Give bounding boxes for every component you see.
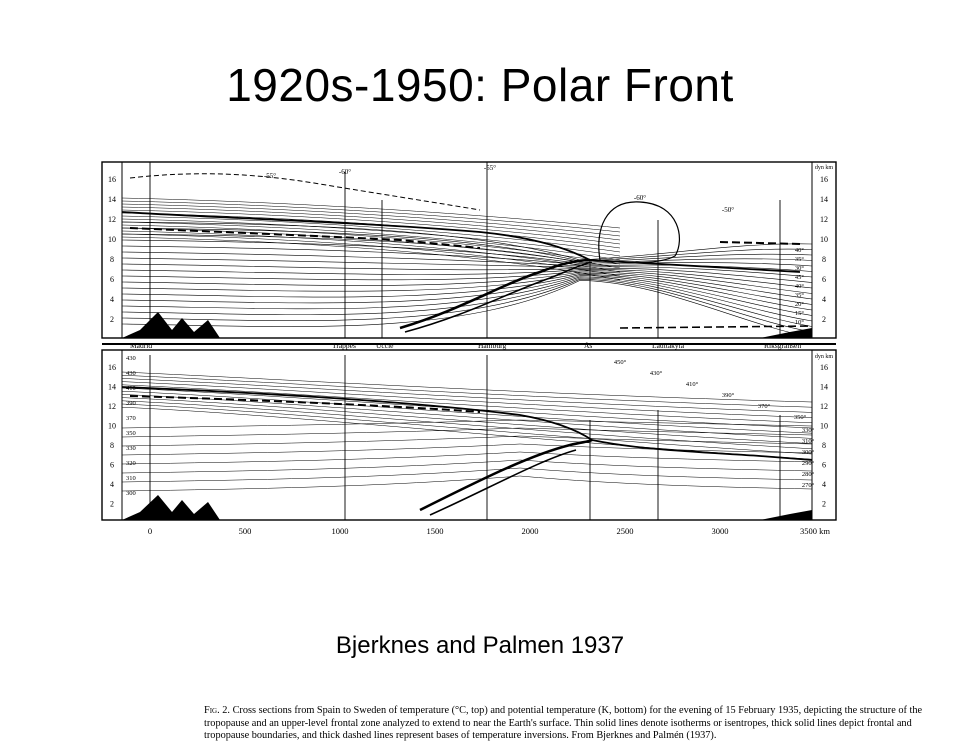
- distance-tick-label: 3000: [711, 526, 729, 536]
- figure-caption: [204, 705, 934, 743]
- distance-tick-label: 2500: [616, 526, 634, 536]
- temperature-label: -50°: [721, 206, 735, 214]
- isentrope-line: [122, 391, 812, 433]
- isotherm-line-upper: [122, 216, 620, 252]
- isentrope-label: 280°: [801, 471, 815, 478]
- isentrope-line-lower: [122, 452, 812, 464]
- figure-credit: Bjerknes and Palmen 1937: [335, 632, 625, 659]
- height-tick-label: 6: [822, 460, 826, 470]
- isentrope-line: [122, 388, 812, 428]
- top-panel-frame: [102, 162, 836, 338]
- distance-tick-label: 500: [238, 526, 252, 536]
- isentrope-label-left: 310: [126, 475, 136, 482]
- height-tick-label: 10: [820, 421, 828, 431]
- isentrope-label: 370°: [757, 403, 771, 410]
- isentrope-label: 290°: [801, 460, 815, 467]
- isentrope-label: 410°: [685, 381, 699, 388]
- isentrope-label: 310°: [801, 438, 815, 445]
- height-tick-label: 14: [820, 195, 828, 204]
- isotherm-label: 40°: [794, 247, 804, 254]
- height-tick-label: 2: [110, 499, 114, 509]
- distance-tick-label: 0: [147, 526, 153, 536]
- caption-text: Cross sections from Spain to Sweden of temperature (°C, top) and potential temperature (K, bottom) for the evening of 15 February 1935, depicting the structure of the tropopause and an upper-level frontal zone analyzed to extend to near the Earth's surface. Thin solid lines denote isotherms or isentropes, thick solid lines depict frontal and tropopause boundaries, and thick dashed lines represent bases of temperature inversions. From Bjerknes and Palmén (1937).: [204, 705, 923, 741]
- caption-label: Fig. 2.: [204, 705, 230, 716]
- height-tick-label: 14: [108, 382, 116, 392]
- cold-dome-contour: [599, 202, 680, 263]
- height-tick-label: 2: [822, 499, 826, 509]
- height-tick-label: 6: [110, 275, 114, 284]
- isentrope-line: [122, 382, 812, 418]
- cross-section-diagram: [100, 160, 840, 545]
- isentrope-label: 350°: [793, 414, 807, 421]
- isentrope-line: [122, 378, 812, 412]
- isotherm-label: 35°: [794, 256, 804, 263]
- panel-labels: [126, 164, 815, 497]
- isotherm-line-upper: [122, 228, 620, 268]
- station-label: Ås: [584, 341, 593, 350]
- height-tick-label: 10: [108, 235, 116, 244]
- height-tick-label: 12: [820, 215, 828, 224]
- height-tick-label: 12: [820, 402, 828, 411]
- temperature-label: -60°: [633, 194, 647, 202]
- isentrope-label: 300°: [801, 449, 815, 456]
- isotherm-label: 20°: [794, 301, 804, 308]
- station-labels: [130, 341, 801, 350]
- height-tick-label: 4: [822, 295, 826, 304]
- isentrope-line-lower: [122, 460, 812, 473]
- isentrope-label-left: 430: [126, 355, 136, 362]
- height-tick-label: 4: [110, 480, 114, 489]
- terrain-bottom-right: [760, 510, 812, 520]
- temperature-label: -55°: [483, 164, 497, 172]
- height-tick-label: 8: [110, 255, 114, 264]
- height-tick-label: 6: [110, 460, 114, 470]
- isentrope-label-left: 320: [126, 460, 136, 467]
- height-tick-label: 14: [820, 382, 828, 392]
- station-verticals: [150, 162, 780, 520]
- station-label: Hamburg: [478, 341, 507, 350]
- isotherm-label: 30°: [794, 265, 804, 272]
- height-tick-label: 10: [108, 421, 116, 431]
- isentrope-label: 390°: [721, 392, 735, 399]
- station-label: Trappes: [332, 341, 356, 350]
- height-tick-label: 6: [822, 275, 826, 284]
- axis-unit-label: dyn km: [814, 354, 834, 360]
- slide-title: 1920s-1950: Polar Front: [226, 59, 734, 111]
- frontal-boundary-bottom-lower: [430, 450, 576, 515]
- isentrope-line: [122, 407, 812, 459]
- isentrope-label-left: 370: [126, 415, 136, 422]
- height-tick-label: 8: [822, 255, 826, 264]
- isotherm-label: 15°: [794, 310, 804, 317]
- distance-tick-label: 1000: [331, 526, 349, 536]
- isentrope-label-left: 430: [126, 370, 136, 377]
- isentrope-label-left: 300: [126, 490, 136, 497]
- terrain-top-right: [760, 328, 812, 338]
- height-tick-label: 16: [820, 175, 828, 184]
- isotherm-label: 45°: [794, 274, 804, 281]
- height-tick-label: 16: [820, 363, 828, 372]
- height-tick-label: 8: [110, 441, 114, 450]
- isotherm-label: 40°: [794, 283, 804, 290]
- station-label: Lauttakylä: [652, 341, 685, 350]
- distance-tick-label: 1500: [426, 526, 444, 536]
- isotherm-label: 35°: [794, 292, 804, 299]
- temperature-label: -60°: [338, 168, 352, 176]
- station-label: Riksgränsen: [764, 341, 802, 350]
- height-tick-label: 14: [108, 195, 116, 204]
- isotherm-line: [122, 276, 812, 316]
- station-label: Madrid: [130, 341, 153, 350]
- height-tick-label: 4: [110, 295, 114, 304]
- isentrope-label-left: 410: [126, 385, 136, 392]
- isentrope-label-left: 390: [126, 400, 136, 407]
- height-tick-label: 10: [820, 235, 828, 244]
- height-tick-label: 12: [108, 402, 116, 411]
- isentrope-label: 330°: [801, 427, 815, 434]
- isentrope-line-lower: [122, 476, 812, 491]
- height-tick-label: 2: [822, 315, 826, 324]
- isotherm-line-upper: [122, 198, 620, 228]
- terrain-bottom: [122, 495, 220, 520]
- station-label: Uccle: [376, 341, 394, 350]
- isotherm-line: [122, 280, 812, 337]
- height-tick-label: 2: [110, 315, 114, 324]
- isotherm-label: 10°: [794, 319, 804, 326]
- height-tick-label: 12: [108, 215, 116, 224]
- temperature-label: -55°: [263, 172, 277, 180]
- isentrope-label: 270°: [801, 482, 815, 489]
- height-tick-label: 8: [822, 441, 826, 450]
- frontal-boundary-top: [400, 260, 590, 328]
- isotherm-line: [122, 252, 812, 272]
- isentrope-line-lower: [122, 420, 812, 428]
- height-tick-label: 16: [108, 175, 116, 184]
- distance-tick-label: 3500 km: [800, 526, 830, 536]
- inversion-base-surface: [620, 326, 812, 328]
- bottom-panel-frame: [102, 350, 836, 520]
- distance-tick-labels: [148, 526, 831, 536]
- isentrope-label-left: 350: [126, 430, 136, 437]
- height-tick-label: 4: [822, 480, 826, 489]
- distance-tick-label: 2000: [521, 526, 539, 536]
- isentrope-label: 430°: [649, 370, 663, 377]
- isentrope-line: [122, 398, 812, 444]
- axis-unit-label: dyn km: [814, 165, 834, 171]
- isentrope-label-left: 330: [126, 445, 136, 452]
- height-tick-label: 16: [108, 363, 116, 372]
- isentrope-label: 450°: [613, 359, 627, 366]
- frontal-boundary-bottom: [420, 440, 592, 510]
- isotherm-line: [122, 272, 812, 299]
